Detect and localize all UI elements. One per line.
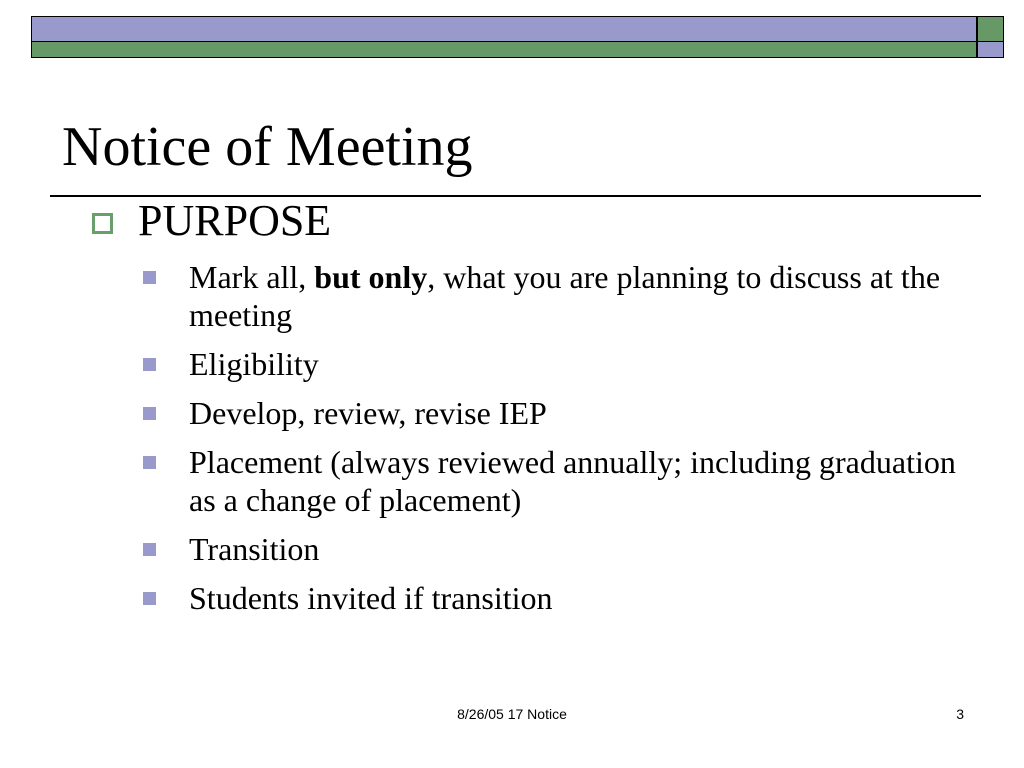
slide-title: Notice of Meeting	[62, 116, 473, 178]
bullet-item	[143, 443, 963, 519]
bullet-text: Students invited if transition	[189, 580, 553, 616]
corner-square-green	[977, 16, 1004, 41]
bullet-item	[143, 258, 963, 334]
bullet-item	[143, 345, 963, 383]
filled-square-icon	[143, 271, 156, 284]
bullet-text: Transition	[189, 531, 320, 567]
bullet-text-bold: but only	[314, 259, 428, 295]
filled-square-icon	[143, 358, 156, 371]
footer-text: 8/26/05 17 Notice	[457, 706, 567, 722]
bullet-item	[143, 530, 963, 568]
bullet-item	[143, 394, 963, 432]
filled-square-icon	[143, 592, 156, 605]
page-number: 3	[956, 706, 964, 722]
bullet-text	[189, 259, 940, 333]
filled-square-icon	[143, 407, 156, 420]
filled-square-icon	[143, 456, 156, 469]
hollow-square-icon	[92, 213, 113, 234]
purpose-bullet-list	[143, 258, 963, 628]
top-band-purple	[31, 16, 977, 41]
bullet-text: Placement (always reviewed annually; including graduation as a change of placement)	[189, 444, 956, 518]
corner-square-purple	[977, 41, 1004, 58]
main-point-label: PURPOSE	[138, 196, 332, 245]
bullet-text-before: Mark all,	[189, 259, 315, 295]
top-band-green	[31, 41, 977, 58]
main-point	[92, 196, 972, 246]
filled-square-icon	[143, 543, 156, 556]
bullet-text-after: , what you are planning to discuss at the meeting	[189, 259, 941, 333]
bullet-text: Eligibility	[189, 346, 319, 382]
bullet-item	[143, 579, 963, 617]
bullet-text: Develop, review, revise IEP	[189, 395, 547, 431]
